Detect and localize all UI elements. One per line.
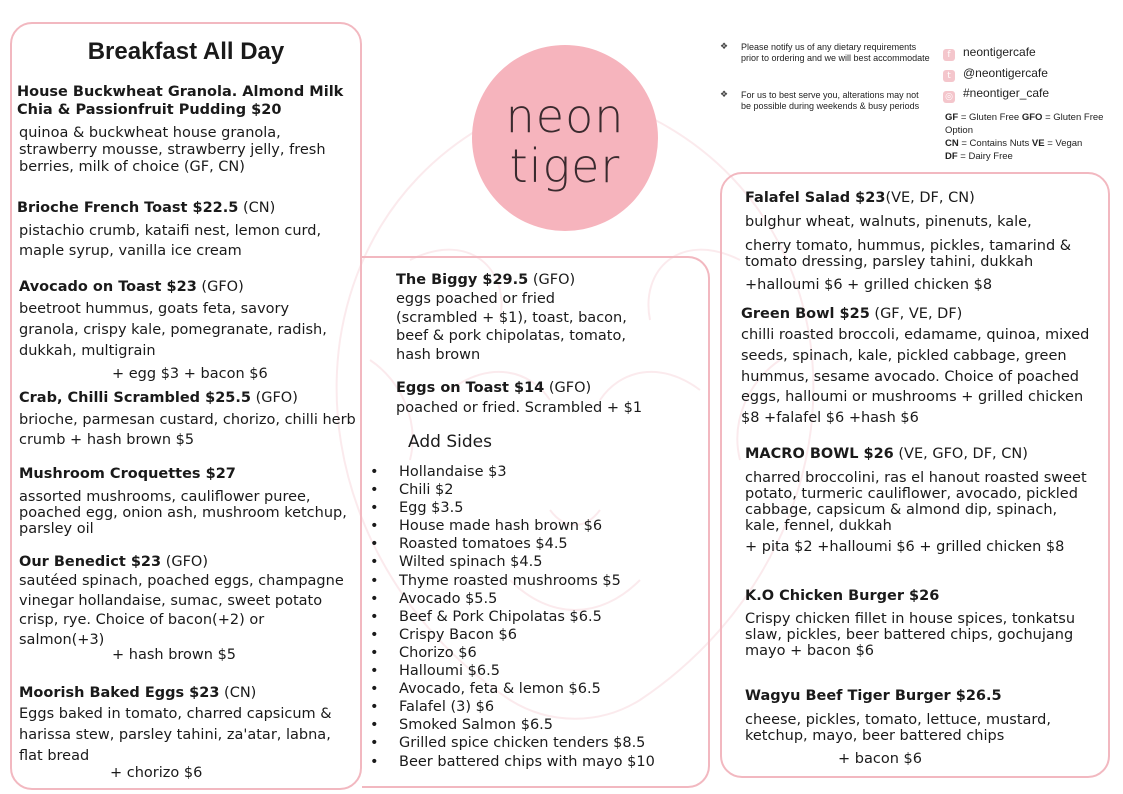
- legend-gf-code: GF: [945, 112, 959, 123]
- falafel-options: (VE, DF, CN): [885, 190, 975, 206]
- moorish-options: (CN): [219, 685, 257, 701]
- crab-title: Crab, Chilli Scrambled $25.5: [19, 390, 251, 406]
- crab-options: (GFO): [250, 390, 298, 406]
- mushroom-name: Mushroom Croquettes $27: [19, 466, 236, 482]
- falafel-desc-1: bulghur wheat, walnuts, pinenuts, kale,: [745, 214, 1032, 230]
- sides-list: [370, 463, 655, 771]
- dietary-legend: [945, 111, 1105, 163]
- logo-line-2: tiger: [509, 139, 621, 193]
- wagyu-burger-desc: cheese, pickles, tomato, lettuce, mustard, ketchup, mayo, beer battered chips: [745, 712, 1051, 744]
- facebook-icon: f: [943, 49, 955, 61]
- legend-ve-text: = Vegan: [1044, 138, 1083, 149]
- biggy-options: (GFO): [528, 272, 576, 288]
- list-item: • Avocado, feta & lemon $6.5: [370, 680, 655, 698]
- legend-gfo-text: = Gluten Free Option: [945, 112, 1104, 136]
- macro-bowl-name: [745, 445, 1105, 463]
- avocado-name: [19, 278, 359, 296]
- social-facebook: neontigercafe: [963, 45, 1036, 59]
- falafel-addon: +halloumi $6 + grilled chicken $8: [745, 277, 993, 293]
- moorish-name: [19, 684, 359, 702]
- legend-gfo-code: GFO: [1021, 112, 1043, 123]
- ko-burger-name: K.O Chicken Burger $26: [745, 588, 940, 604]
- moorish-title: Moorish Baked Eggs $23: [19, 685, 220, 701]
- granola-name: House Buckwheat Granola. Almond Milk Chia & Passionfruit Pudding $20: [17, 84, 344, 118]
- macro-bowl-desc: charred broccolini, ras el hanout roasted sweet potato, turmeric cauliflower, avocado, pickled cabbage, capsicum & almond dip, spinach, kale, fennel, dukkah: [745, 470, 1087, 534]
- sides-title: Add Sides: [408, 432, 492, 452]
- legend-df-text: = Dairy Free: [957, 151, 1013, 162]
- list-item: • Beef & Pork Chipolatas $6.5: [370, 608, 655, 626]
- ko-burger-desc: Crispy chicken fillet in house spices, tonkatsu slaw, pickles, beer battered chips, gochujang mayo + bacon $6: [745, 611, 1076, 659]
- green-bowl-options: (GF, VE, DF): [869, 306, 963, 322]
- wagyu-burger-name: Wagyu Beef Tiger Burger $26.5: [745, 688, 1002, 704]
- crab-desc: brioche, parmesan custard, chorizo, chilli herb crumb + hash brown $5: [19, 412, 356, 448]
- avocado-options: (GFO): [196, 279, 244, 295]
- falafel-name: [745, 189, 1105, 207]
- list-item: • Chili $2: [370, 481, 655, 499]
- instagram-icon: ◎: [943, 91, 955, 103]
- mushroom-desc: assorted mushrooms, cauliflower puree, poached egg, onion ash, mushroom ketchup, parsley oil: [19, 489, 347, 537]
- list-item: • Thyme roasted mushrooms $5: [370, 572, 655, 590]
- list-item: • Roasted tomatoes $4.5: [370, 535, 655, 553]
- brioche-name: [17, 199, 357, 217]
- eggs-on-toast-options: (GFO): [544, 380, 592, 396]
- benedict-addon: + hash brown $5: [112, 647, 237, 663]
- falafel-title: Falafel Salad $23: [745, 190, 886, 206]
- macro-bowl-options: (VE, GFO, DF, CN): [893, 446, 1028, 462]
- list-item: • Avocado $5.5: [370, 590, 655, 608]
- biggy-title: The Biggy $29.5: [396, 272, 529, 288]
- moorish-desc: Eggs baked in tomato, charred capsicum & harissa stew, parsley tahini, za'atar, labna, flat bread: [19, 706, 332, 764]
- benedict-title: Our Benedict $23: [19, 554, 162, 570]
- granola-desc: quinoa & buckwheat house granola, strawberry mousse, strawberry jelly, fresh berries, milk of choice (GF, CN): [19, 125, 326, 175]
- eggs-on-toast-name: [396, 379, 696, 397]
- eggs-on-toast-desc: poached or fried. Scrambled + $1: [396, 400, 643, 416]
- macro-bowl-addon: + pita $2 +halloumi $6 + grilled chicken $8: [745, 539, 1065, 555]
- social-twitter: @neontigercafe: [963, 66, 1048, 80]
- list-item: • Smoked Salmon $6.5: [370, 716, 655, 734]
- note-dietary: Please notify us of any dietary requirements prior to ordering and we will best accommodate: [741, 42, 930, 63]
- brioche-title: Brioche French Toast $22.5: [17, 200, 239, 216]
- neon-tiger-logo: [472, 45, 658, 231]
- benedict-name: [19, 553, 359, 571]
- list-item: • House made hash brown $6: [370, 517, 655, 535]
- avocado-addon: + egg $3 + bacon $6: [112, 366, 268, 382]
- wagyu-burger-addon: + bacon $6: [838, 751, 922, 767]
- page-title: Breakfast All Day: [87, 38, 285, 65]
- list-item: • Hollandaise $3: [370, 463, 655, 481]
- diamond-bullet-icon: ❖: [720, 90, 729, 100]
- crab-name: [19, 389, 359, 407]
- green-bowl-name: [741, 305, 1101, 323]
- biggy-name: [396, 271, 696, 289]
- legend-cn-text: = Contains Nuts: [958, 138, 1032, 149]
- list-item: • Crispy Bacon $6: [370, 626, 655, 644]
- list-item: • Grilled spice chicken tenders $8.5: [370, 734, 655, 752]
- note-alterations: For us to best serve you, alterations may not be possible during weekends & busy periods: [741, 90, 920, 111]
- list-item: • Chorizo $6: [370, 644, 655, 662]
- diamond-bullet-icon: ❖: [720, 42, 729, 52]
- twitter-icon: t: [943, 70, 955, 82]
- list-item: • Halloumi $6.5: [370, 662, 655, 680]
- biggy-desc: eggs poached or fried (scrambled + $1), toast, bacon, beef & pork chipolatas, tomato, hash brown: [396, 291, 627, 363]
- benedict-options: (GFO): [161, 554, 209, 570]
- legend-gf-text: = Gluten Free: [958, 112, 1022, 123]
- logo-line-1: neon: [505, 89, 625, 143]
- macro-bowl-title: MACRO BOWL $26: [745, 446, 894, 462]
- list-item: • Falafel (3) $6: [370, 698, 655, 716]
- green-bowl-desc: chilli roasted broccoli, edamame, quinoa, mixed seeds, spinach, kale, pickled cabbage, green hummus, sesame avocado. Choice of poached eggs, halloumi or mushrooms + grilled chicken $8 +falafel $6 +hash $6: [741, 327, 1090, 427]
- brioche-options: (CN): [238, 200, 276, 216]
- benedict-desc: sautéed spinach, poached eggs, champagne vinegar hollandaise, sumac, sweet potato crisp, rye. Choice of bacon(+2) or salmon(+3): [19, 573, 344, 648]
- green-bowl-title: Green Bowl $25: [741, 306, 870, 322]
- legend-ve-code: VE: [1031, 138, 1045, 149]
- brioche-desc: pistachio crumb, kataifi nest, lemon curd, maple syrup, vanilla ice cream: [19, 223, 322, 259]
- eggs-on-toast-title: Eggs on Toast $14: [396, 380, 545, 396]
- legend-cn-code: CN: [945, 138, 959, 149]
- avocado-title: Avocado on Toast $23: [19, 279, 197, 295]
- list-item: • Beer battered chips with mayo $10: [370, 753, 655, 771]
- list-item: • Wilted spinach $4.5: [370, 553, 655, 571]
- social-instagram: #neontiger_cafe: [963, 86, 1050, 100]
- avocado-desc: beetroot hummus, goats feta, savory granola, crispy kale, pomegranate, radish, dukkah, multigrain: [19, 301, 327, 359]
- moorish-addon: + chorizo $6: [110, 765, 203, 781]
- legend-df-code: DF: [945, 151, 958, 162]
- falafel-desc-2: cherry tomato, hummus, pickles, tamarind & tomato dressing, parsley tahini, dukkah: [745, 238, 1072, 270]
- list-item: • Egg $3.5: [370, 499, 655, 517]
